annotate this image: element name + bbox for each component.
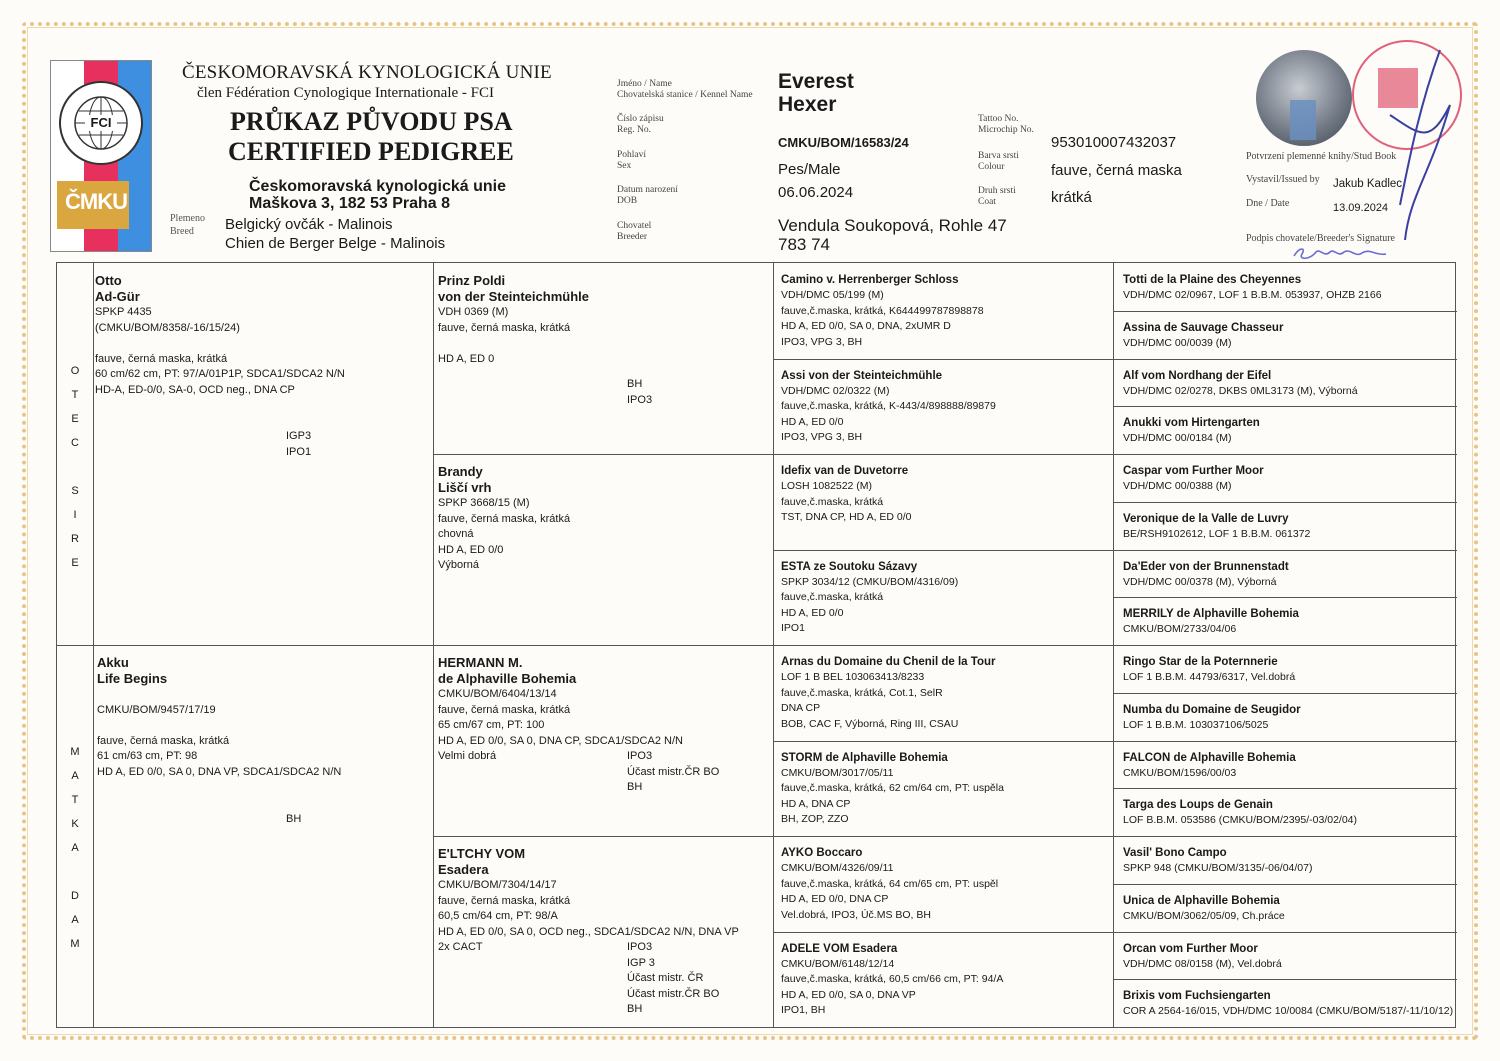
ancestor-detail-line: SPKP 3668/15 (M) xyxy=(438,497,530,509)
breeder-line-2: 783 74 xyxy=(778,235,830,254)
ancestor-name: Orcan vom Further Moor xyxy=(1123,942,1258,955)
divider xyxy=(773,741,1113,742)
gen4-cell xyxy=(1123,464,1453,495)
dog-microchip: 953010007432037 xyxy=(1051,134,1177,151)
ancestor-name: FALCON de Alphaville Bohemia xyxy=(1123,751,1296,764)
divider xyxy=(433,836,773,837)
divider xyxy=(1113,836,1457,837)
ancestor-name: Unica de Alphaville Bohemia xyxy=(1123,894,1280,907)
ancestor-name: Assina de Sauvage Chasseur xyxy=(1123,321,1284,334)
name-label-1: Jméno / Name xyxy=(617,79,672,89)
breed-label xyxy=(170,212,205,238)
gen2-cell xyxy=(438,846,768,940)
address-line-1: Českomoravská kynologická unie xyxy=(249,178,506,195)
divider xyxy=(1113,359,1457,360)
registrar-signature-icon xyxy=(1370,45,1460,245)
ancestor-name: Idefix van de Duvetorre xyxy=(781,465,909,477)
gen4-cell xyxy=(1123,846,1453,877)
ancestor-name: AYKO Boccaro xyxy=(781,847,863,859)
divider xyxy=(57,645,1457,646)
gen2-cell xyxy=(438,273,768,367)
sire-detail-line: SPKP 4435 xyxy=(95,306,152,318)
name-label xyxy=(617,79,753,101)
ancestor-name: Vasil' Bono Campo xyxy=(1123,847,1227,859)
gen2-cell xyxy=(438,464,768,574)
dam-detail-line xyxy=(97,718,432,734)
ancestor-detail-line: fauve,č.maska, krátká, K-443/4/898888/89879 xyxy=(781,400,996,412)
ancestor-title: Účast mistr. ČR xyxy=(627,972,704,984)
breeder-label-2: Breeder xyxy=(617,232,648,242)
divider xyxy=(1113,788,1457,789)
gen4-cell xyxy=(1123,751,1453,782)
ancestor-detail-line: HD A, ED 0/0 xyxy=(781,606,844,619)
dam-detail-line xyxy=(97,687,432,703)
dam-side-letter: M xyxy=(70,746,80,758)
ancestor-detail-line: fauve,č.maska, krátká, 60,5 cm/66 cm, PT: 94/A xyxy=(781,973,1004,985)
ancestor-detail-line: fauve,č.maska, krátká, 64 cm/65 cm, PT: uspěl xyxy=(781,877,999,890)
dam-side-letter: K xyxy=(71,818,79,830)
gen3-cell xyxy=(781,846,1109,923)
dog-sex: Pes/Male xyxy=(778,161,841,178)
sire-cell xyxy=(95,273,430,398)
sire-title: IGP3 xyxy=(286,430,312,442)
ancestor-name: Brixis vom Fuchsiengarten xyxy=(1123,990,1271,1003)
sire-side-letter: T xyxy=(71,389,79,401)
sire-detail-line xyxy=(95,336,430,352)
ancestor-detail-line: HD A, ED 0/0, SA 0, DNA VP xyxy=(781,988,916,1001)
ancestor-detail-line: HD A, ED 0/0, SA 0, DNA, 2xUMR D xyxy=(781,320,951,332)
reg-no-label-2: Reg. No. xyxy=(617,125,652,135)
ancestor-detail-line: TST, DNA CP, HD A, ED 0/0 xyxy=(781,511,912,523)
divider xyxy=(1113,406,1457,407)
ancestor-name: Targa des Loups de Genain xyxy=(1123,799,1273,812)
dog-coat: krátká xyxy=(1051,189,1092,206)
sire-side-letter: O xyxy=(70,365,80,377)
breeder-signature-label: Podpis chovatele/Breeder's Signature xyxy=(1246,233,1395,244)
document-title-cz: PRŮKAZ PŮVODU PSA xyxy=(230,107,513,136)
ancestor-detail-line: CMKU/BOM/6404/13/14 xyxy=(438,688,557,700)
ancestor-detail-line: BE/RSH9102612, LOF 1 B.B.M. 061372 xyxy=(1123,527,1311,540)
ancestor-name: HERMANN M. xyxy=(438,655,523,670)
ancestor-name: Prinz Poldi xyxy=(438,273,506,288)
sire-name: Otto xyxy=(95,273,122,288)
ancestor-name: Camino v. Herrenberger Schloss xyxy=(781,274,959,286)
ancestor-detail-line: HD A, ED 0/0, DNA CP xyxy=(781,893,889,905)
ancestor-titles xyxy=(627,749,719,796)
dam-name: Akku xyxy=(97,655,129,670)
divider xyxy=(1113,884,1457,885)
ancestor-kennel: Esadera xyxy=(438,862,489,877)
ancestor-extra xyxy=(438,749,496,765)
sex-label xyxy=(617,150,646,172)
divider xyxy=(433,454,773,455)
ancestor-detail-line: fauve, černá maska, krátká xyxy=(438,512,571,525)
gen4-cell xyxy=(1123,512,1453,543)
ancestor-title: BH xyxy=(627,1003,643,1015)
ancestor-detail-line: VDH/DMC 00/0184 (M) xyxy=(1123,432,1232,445)
divider xyxy=(773,932,1113,933)
ancestor-name: Ringo Star de la Poternnerie xyxy=(1123,656,1278,668)
divider xyxy=(1113,597,1457,598)
ancestor-titles xyxy=(627,377,652,408)
ancestor-titles xyxy=(627,940,719,1018)
gen4-cell xyxy=(1123,273,1453,304)
breed-label-en: Breed xyxy=(170,226,194,237)
ancestor-detail-line: SPKP 948 (CMKU/BOM/3135/-06/04/07) xyxy=(1123,862,1313,874)
sire-kennel: Ad-Gür xyxy=(95,289,140,304)
ancestor-detail-line: fauve,č.maska, krátká, K644499787898878 xyxy=(781,304,984,317)
dog-kennel: Hexer xyxy=(778,93,837,116)
ancestor-name: Numba du Domaine de Seugidor xyxy=(1123,703,1301,716)
ancestor-detail-line: CMKU/BOM/1596/00/03 xyxy=(1123,766,1237,779)
divider xyxy=(1113,932,1457,933)
ancestor-detail-line: fauve, černá maska, krátká xyxy=(438,894,571,907)
ancestor-name: Totti de la Plaine des Cheyennes xyxy=(1123,274,1302,286)
breeder-signature-icon xyxy=(1290,244,1400,262)
ancestor-detail-line: CMKU/BOM/4326/09/11 xyxy=(781,862,894,874)
ancestor-detail-line: fauve, černá maska, krátká xyxy=(438,321,571,334)
divider xyxy=(1113,979,1457,980)
ancestor-title: IPO3 xyxy=(627,941,653,953)
sire-side-letter: R xyxy=(71,533,79,545)
organization-name: ČESKOMORAVSKÁ KYNOLOGICKÁ UNIE xyxy=(182,62,552,83)
ancestor-title: BH xyxy=(627,781,643,793)
dog-colour: fauve, černá maska xyxy=(1051,162,1182,179)
ancestor-detail-line: CMKU/BOM/3017/05/11 xyxy=(781,766,894,779)
gen2-cell xyxy=(438,655,768,749)
divider xyxy=(1113,311,1457,312)
issued-by-label: Vystavil/Issued by xyxy=(1246,174,1320,185)
ancestor-name: ADELE VOM Esadera xyxy=(781,942,898,955)
ancestor-detail-line: Výborná xyxy=(438,559,479,571)
ancestor-detail-line: COR A 2564-16/015, VDH/DMC 10/0084 (CMKU/BOM/5187/-11/10/12) xyxy=(1123,1005,1454,1018)
ancestor-detail-line: fauve,č.maska, krátká, 62 cm/64 cm, PT: uspěla xyxy=(781,782,1004,794)
breeder-label-1: Chovatel xyxy=(617,221,652,231)
cmku-logo-block xyxy=(57,181,129,229)
address-line-2: Maškova 3, 182 53 Praha 8 xyxy=(249,195,451,212)
ancestor-extra xyxy=(438,940,483,956)
dam-detail-line: fauve, černá maska, krátká xyxy=(97,734,230,747)
gen4-cell xyxy=(1123,369,1453,400)
ancestor-detail-line: VDH 0369 (M) xyxy=(438,306,509,318)
ancestor-detail-line: LOF 1 B.B.M. 44793/6317, Vel.dobrá xyxy=(1123,671,1296,683)
gen4-cell xyxy=(1123,703,1453,734)
ancestor-detail-line: LOF B.B.M. 053586 (CMKU/BOM/2395/-03/02/04) xyxy=(1123,814,1358,827)
breed-fr: Chien de Berger Belge - Malinois xyxy=(225,235,446,252)
divider xyxy=(773,836,1113,837)
ancestor-kennel: de Alphaville Bohemia xyxy=(438,671,577,686)
ancestor-detail-line: IPO1 xyxy=(781,622,805,634)
dam-cell xyxy=(97,655,432,780)
ancestor-detail-line: VDH/DMC 00/0039 (M) xyxy=(1123,336,1232,349)
ancestor-name: MERRILY de Alphaville Bohemia xyxy=(1123,608,1299,621)
ancestor-detail-line: HD A, ED 0/0, SA 0, OCD neg., SDCA1/SDCA2 N/N, DNA VP xyxy=(438,925,739,938)
dam-side-letter: M xyxy=(70,938,80,950)
gen4-cell xyxy=(1123,560,1453,591)
ancestor-name: STORM de Alphaville Bohemia xyxy=(781,751,948,764)
coat-label-1: Druh srsti xyxy=(978,186,1016,196)
ancestor-title: Účast mistr.ČR BO xyxy=(627,987,720,1000)
ancestor-title: BH xyxy=(627,378,643,390)
cmku-logo-text: ČMKU xyxy=(65,189,127,214)
document-title-en: CERTIFIED PEDIGREE xyxy=(228,137,514,166)
gen4-cell xyxy=(1123,989,1453,1020)
gen3-cell xyxy=(781,273,1109,350)
fci-globe-icon xyxy=(59,81,143,165)
gen3-cell xyxy=(781,751,1109,828)
ancestor-extra-line: 2x CACT xyxy=(438,941,483,953)
dam-side-label xyxy=(57,740,93,956)
sire-side-letter: E xyxy=(71,557,79,569)
ancestor-detail-line: VDH/DMC 00/0378 (M), Výborná xyxy=(1123,575,1277,588)
gen3-cell xyxy=(781,369,1109,446)
dam-detail-line: HD A, ED 0/0, SA 0, DNA VP, SDCA1/SDCA2 N/N xyxy=(97,765,342,778)
tattoo-label-2: Microchip No. xyxy=(978,125,1034,135)
sire-titles xyxy=(286,429,311,460)
dog-dob: 06.06.2024 xyxy=(778,184,854,201)
ancestor-title: IPO3 xyxy=(627,750,653,762)
sire-side-letter xyxy=(57,455,93,479)
ancestor-detail-line: DNA CP xyxy=(781,702,821,714)
ancestor-detail-line: LOSH 1082522 (M) xyxy=(781,480,873,492)
ancestor-detail-line: fauve,č.maska, krátká xyxy=(781,591,884,603)
dam-titles xyxy=(286,812,301,828)
ancestor-detail-line: HD A, ED 0 xyxy=(438,352,495,365)
reg-no-label xyxy=(617,114,664,136)
ancestor-name: Da'Eder von der Brunnenstadt xyxy=(1123,560,1289,573)
dam-detail-line: CMKU/BOM/9457/17/19 xyxy=(97,703,216,716)
sire-side-letter: E xyxy=(71,413,79,425)
sire-detail-line: (CMKU/BOM/8358/-16/15/24) xyxy=(95,321,240,334)
gen4-cell xyxy=(1123,798,1453,829)
ancestor-detail-line: VDH/DMC 08/0158 (M), Vel.dobrá xyxy=(1123,957,1282,970)
sire-title: IPO1 xyxy=(286,445,312,458)
gen4-cell xyxy=(1123,607,1453,638)
ancestor-detail-line: LOF 1 B.B.M. 103037106/5025 xyxy=(1123,718,1269,731)
ancestor-detail-line: IPO3, VPG 3, BH xyxy=(781,335,863,348)
ancestor-detail-line: IPO3, VPG 3, BH xyxy=(781,431,863,443)
breed-label-cz: Plemeno xyxy=(170,213,205,224)
gen4-cell xyxy=(1123,321,1453,352)
ancestor-detail-line: VDH/DMC 00/0388 (M) xyxy=(1123,480,1232,492)
issue-date: 13.09.2024 xyxy=(1333,202,1389,214)
ancestor-extra-line: Velmi dobrá xyxy=(438,750,497,762)
ancestor-name: Assi von der Steinteichmühle xyxy=(781,369,943,382)
coat-label xyxy=(978,186,1016,208)
ancestor-detail-line: HD A, DNA CP xyxy=(781,797,851,810)
ancestor-detail-line: CMKU/BOM/6148/12/14 xyxy=(781,957,895,970)
sire-side-letter: I xyxy=(73,509,77,521)
gen4-cell xyxy=(1123,894,1453,925)
sire-side-label xyxy=(57,359,93,575)
tattoo-label xyxy=(978,114,1034,136)
colour-label-2: Colour xyxy=(978,162,1005,172)
coat-label-2: Coat xyxy=(978,197,996,207)
ancestor-title: Účast mistr.ČR BO xyxy=(627,765,720,778)
ancestor-detail-line: fauve, černá maska, krátká xyxy=(438,703,571,716)
divider xyxy=(1113,741,1457,742)
date-label: Dne / Date xyxy=(1246,198,1290,209)
issued-by: Jakub Kadlec xyxy=(1333,178,1403,190)
dog-name: Everest xyxy=(778,70,854,93)
sire-detail-line: fauve, černá maska, krátká xyxy=(95,352,228,365)
ancestor-detail-line: CMKU/BOM/2733/04/06 xyxy=(1123,623,1237,636)
dam-side-letter xyxy=(57,860,93,884)
dam-side-letter: A xyxy=(71,842,79,854)
ancestor-detail-line: HD A, ED 0/0, SA 0, DNA CP, SDCA1/SDCA2 N/N xyxy=(438,734,683,747)
stud-book-label: Potvrzení plemenné knihy/Stud Book xyxy=(1246,151,1397,162)
ancestor-detail-line: BH, ZOP, ZZO xyxy=(781,813,849,825)
dob-label-2: DOB xyxy=(617,196,638,206)
fci-logo-text: FCI xyxy=(90,115,112,130)
colour-label-1: Barva srsti xyxy=(978,151,1019,161)
sire-detail-line: HD-A, ED-0/0, SA-0, OCD neg., DNA CP xyxy=(95,383,295,396)
ancestor-name: Brandy xyxy=(438,464,483,479)
ancestor-name: E'LTCHY VOM xyxy=(438,846,526,861)
gen4-cell xyxy=(1123,416,1453,447)
dam-kennel: Life Begins xyxy=(97,671,168,686)
gen3-cell xyxy=(781,655,1109,732)
breeder-line-1: Vendula Soukopová, Rohle 47 xyxy=(778,216,1007,235)
gen4-cell xyxy=(1123,942,1453,973)
dam-title: BH xyxy=(286,813,302,825)
ancestor-detail-line: CMKU/BOM/7304/14/17 xyxy=(438,879,557,891)
gen4-cell xyxy=(1123,655,1453,686)
ancestor-detail-line: LOF 1 B BEL 103063413/8233 xyxy=(781,671,925,683)
ancestor-detail-line: SPKP 3034/12 (CMKU/BOM/4316/09) xyxy=(781,575,959,588)
dam-detail-line: 61 cm/63 cm, PT: 98 xyxy=(97,750,198,762)
ancestor-detail-line: IPO1, BH xyxy=(781,1004,826,1016)
divider xyxy=(1113,454,1457,455)
ancestor-name: Anukki vom Hirtengarten xyxy=(1123,417,1260,430)
divider xyxy=(1113,550,1457,551)
ancestor-detail-line: fauve,č.maska, krátká xyxy=(781,495,884,508)
ancestor-kennel: von der Steinteichmühle xyxy=(438,289,589,304)
dog-reg-no: CMKU/BOM/16583/24 xyxy=(778,135,909,150)
ancestor-detail-line: BOB, CAC F, Výborná, Ring III, CSAU xyxy=(781,717,959,730)
name-label-2: Chovatelská stanice / Kennel Name xyxy=(617,90,753,100)
dam-side-letter: D xyxy=(71,890,79,902)
gen3-cell xyxy=(781,942,1109,1019)
ancestor-detail-line: VDH/DMC 02/0278, DKBS 0ML3173 (M), Výborná xyxy=(1123,384,1358,397)
gen3-cell xyxy=(781,464,1109,526)
divider xyxy=(773,550,1113,551)
ancestor-detail-line: VDH/DMC 05/199 (M) xyxy=(781,289,884,301)
divider xyxy=(773,454,1113,455)
ancestor-detail-line: CMKU/BOM/3062/05/09, Ch.práce xyxy=(1123,909,1285,922)
ancestor-name: ESTA ze Soutoku Sázavy xyxy=(781,560,918,573)
breed-cz: Belgický ovčák - Malinois xyxy=(225,216,393,233)
gen3-cell xyxy=(781,560,1109,637)
ancestor-detail-line: Vel.dobrá, IPO3, Úč.MS BO, BH xyxy=(781,908,931,921)
dam-side-letter: T xyxy=(71,794,79,806)
divider xyxy=(1113,693,1457,694)
cmku-fci-logo xyxy=(50,60,152,252)
sex-label-2: Sex xyxy=(617,161,632,171)
divider xyxy=(1113,502,1457,503)
dob-label xyxy=(617,185,678,207)
ancestor-detail-line: VDH/DMC 02/0967, LOF 1 B.B.M. 053937, OHZB 2166 xyxy=(1123,289,1382,301)
dob-label-1: Datum narození xyxy=(617,185,678,195)
sire-side-letter: S xyxy=(71,485,79,497)
ancestor-detail-line: HD A, ED 0/0 xyxy=(438,543,504,556)
tattoo-label-1: Tattoo No. xyxy=(978,114,1019,124)
ancestor-detail-line: VDH/DMC 02/0322 (M) xyxy=(781,384,890,397)
ancestor-detail-line: 65 cm/67 cm, PT: 100 xyxy=(438,719,545,731)
dam-side-letter: A xyxy=(71,914,79,926)
ancestor-name: Caspar vom Further Moor xyxy=(1123,465,1264,477)
ancestor-detail-line xyxy=(438,336,768,352)
ancestor-kennel: Liščí vrh xyxy=(438,480,492,495)
ancestor-detail-line: 60,5 cm/64 cm, PT: 98/A xyxy=(438,910,558,922)
sire-side-letter: C xyxy=(71,437,79,449)
ancestor-name: Arnas du Domaine du Chenil de la Tour xyxy=(781,656,996,668)
dam-side-letter: A xyxy=(71,770,79,782)
sire-detail-line: 60 cm/62 cm, PT: 97/A/01P1P, SDCA1/SDCA2 N/N xyxy=(95,368,345,380)
fci-membership: člen Fédération Cynologique Internationale - FCI xyxy=(197,85,495,101)
colour-label xyxy=(978,151,1019,173)
ancestor-title: IGP 3 xyxy=(627,956,655,969)
ancestor-detail-line: HD A, ED 0/0 xyxy=(781,415,844,428)
ancestor-detail-line: fauve,č.maska, krátká, Cot.1, SelR xyxy=(781,686,943,699)
photo-stamp-icon xyxy=(1256,50,1352,146)
ancestor-title: IPO3 xyxy=(627,393,653,406)
breeder-label xyxy=(617,221,651,243)
ancestor-name: Veronique de la Valle de Luvry xyxy=(1123,512,1289,525)
reg-no-label-1: Číslo zápisu xyxy=(617,114,664,124)
pedigree-table xyxy=(56,262,1456,1028)
ancestor-detail-line: chovná xyxy=(438,528,474,540)
ancestor-name: Alf vom Nordhang der Eifel xyxy=(1123,369,1272,382)
sex-label-1: Pohlaví xyxy=(617,150,647,160)
divider xyxy=(773,359,1113,360)
